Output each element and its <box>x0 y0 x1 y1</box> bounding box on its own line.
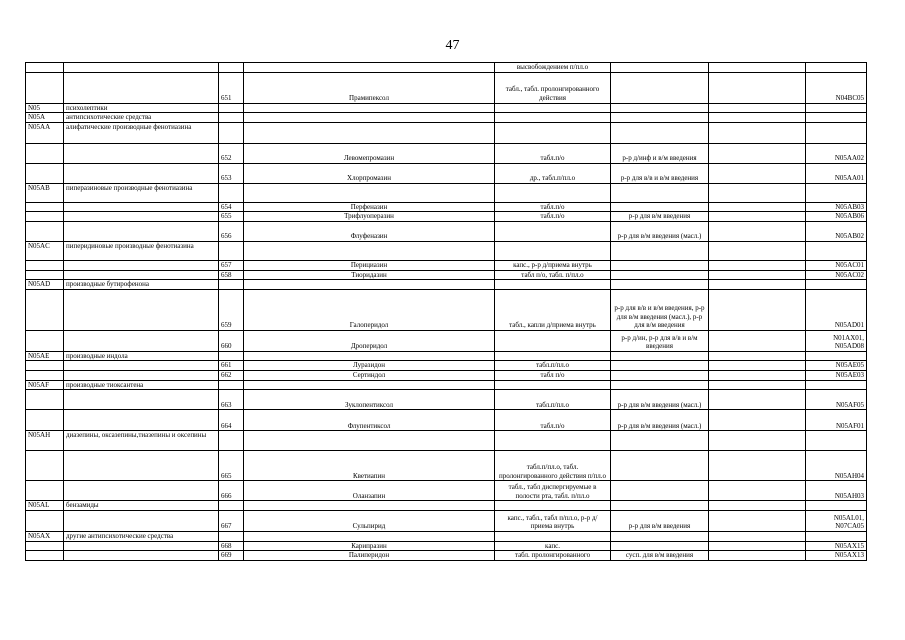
atc-code: N05AX15 <box>806 541 867 551</box>
group-label <box>64 410 219 431</box>
drug-row <box>26 212 867 222</box>
atc-group-code <box>26 212 64 222</box>
drug-name: Перфеназин <box>244 202 495 212</box>
empty-cell <box>709 351 806 361</box>
atc-code: N05AC01 <box>806 260 867 270</box>
drug-name <box>244 380 495 390</box>
atc-code: N05AB06 <box>806 212 867 222</box>
dosage-form-parenteral: р-р для в/м введения <box>611 212 709 222</box>
drug-name: Оланзапин <box>244 481 495 501</box>
dosage-form-oral: табл.п/о <box>495 143 611 163</box>
group-row <box>26 501 867 511</box>
atc-group-code <box>26 551 64 561</box>
empty-cell <box>709 289 806 330</box>
dosage-form-oral <box>495 280 611 290</box>
drug-row <box>26 551 867 561</box>
group-label <box>64 390 219 410</box>
drug-number: 653 <box>219 163 244 183</box>
group-row <box>26 380 867 390</box>
group-label: бензамиды <box>64 501 219 511</box>
dosage-form-oral <box>495 103 611 113</box>
atc-group-code <box>26 163 64 183</box>
empty-cell <box>709 380 806 390</box>
drug-row <box>26 202 867 212</box>
atc-group-code: N05AH <box>26 431 64 451</box>
dosage-form-parenteral <box>611 72 709 103</box>
dosage-form-parenteral <box>611 63 709 73</box>
dosage-form-parenteral <box>611 202 709 212</box>
dosage-form-parenteral: р-р для в/м введения <box>611 510 709 531</box>
group-label <box>64 361 219 371</box>
drug-number: 664 <box>219 410 244 431</box>
atc-group-code: N05AL <box>26 501 64 511</box>
group-label: антипсихотические средства <box>64 113 219 123</box>
dosage-form-parenteral <box>611 241 709 260</box>
drug-number: 660 <box>219 330 244 351</box>
drug-number: 668 <box>219 541 244 551</box>
drug-name: Сульпирид <box>244 510 495 531</box>
dosage-form-oral <box>495 183 611 202</box>
dosage-form-oral <box>495 113 611 123</box>
dosage-form-parenteral <box>611 183 709 202</box>
dosage-form-parenteral <box>611 370 709 380</box>
drug-row <box>26 390 867 410</box>
drug-row <box>26 510 867 531</box>
drug-row <box>26 63 867 73</box>
drug-name: Карипразин <box>244 541 495 551</box>
dosage-form-parenteral <box>611 361 709 371</box>
dosage-form-oral <box>495 531 611 541</box>
dosage-form-parenteral <box>611 113 709 123</box>
empty-cell <box>709 103 806 113</box>
drug-name <box>244 122 495 143</box>
drug-number: 652 <box>219 143 244 163</box>
empty-cell <box>709 270 806 280</box>
drug-name <box>244 241 495 260</box>
empty-cell <box>709 72 806 103</box>
drug-number <box>219 241 244 260</box>
atc-code: N05AE05 <box>806 361 867 371</box>
group-label <box>64 72 219 103</box>
empty-cell <box>709 241 806 260</box>
atc-code: N05AD01 <box>806 289 867 330</box>
dosage-form-parenteral: р-р для в/м введения (масл.) <box>611 390 709 410</box>
atc-group-code <box>26 451 64 481</box>
drug-row <box>26 143 867 163</box>
atc-code: N05AC02 <box>806 270 867 280</box>
dosage-form-oral: табл.п/о <box>495 212 611 222</box>
atc-group-code <box>26 221 64 241</box>
empty-cell <box>709 510 806 531</box>
atc-group-code <box>26 289 64 330</box>
drug-number: 661 <box>219 361 244 371</box>
empty-cell <box>709 113 806 123</box>
drug-name: Перициазин <box>244 260 495 270</box>
dosage-form-oral <box>495 351 611 361</box>
dosage-form-oral: высвобождением п/пл.о <box>495 63 611 73</box>
drug-row <box>26 221 867 241</box>
atc-code <box>806 183 867 202</box>
drug-row <box>26 260 867 270</box>
group-label: другие антипсихотические средства <box>64 531 219 541</box>
drug-name <box>244 63 495 73</box>
group-label <box>64 212 219 222</box>
empty-cell <box>709 63 806 73</box>
drug-row <box>26 330 867 351</box>
group-label <box>64 63 219 73</box>
empty-cell <box>709 212 806 222</box>
dosage-form-parenteral <box>611 122 709 143</box>
dosage-form-parenteral <box>611 481 709 501</box>
group-row <box>26 280 867 290</box>
empty-cell <box>709 370 806 380</box>
drug-number <box>219 380 244 390</box>
atc-group-code <box>26 63 64 73</box>
drug-row <box>26 163 867 183</box>
empty-cell <box>709 221 806 241</box>
atc-code: N01AX01, N05AD08 <box>806 330 867 351</box>
atc-code <box>806 380 867 390</box>
empty-cell <box>709 451 806 481</box>
dosage-form-parenteral <box>611 351 709 361</box>
page-number: 47 <box>445 38 460 53</box>
dosage-form-parenteral: р-р для в/м введения (масл.) <box>611 410 709 431</box>
empty-cell <box>709 143 806 163</box>
atc-group-code: N05AC <box>26 241 64 260</box>
drug-name: Левомепромазин <box>244 143 495 163</box>
dosage-form-parenteral <box>611 501 709 511</box>
drug-row <box>26 481 867 501</box>
atc-group-code <box>26 202 64 212</box>
empty-cell <box>709 431 806 451</box>
group-label <box>64 221 219 241</box>
drug-number <box>219 113 244 123</box>
drug-row <box>26 370 867 380</box>
drug-number: 669 <box>219 551 244 561</box>
group-row <box>26 531 867 541</box>
dosage-form-oral <box>495 122 611 143</box>
atc-code: N05AA01 <box>806 163 867 183</box>
atc-code <box>806 501 867 511</box>
group-row <box>26 122 867 143</box>
atc-code <box>806 241 867 260</box>
dosage-form-oral <box>495 330 611 351</box>
drug-number <box>219 280 244 290</box>
atc-code: N05AF05 <box>806 390 867 410</box>
drug-name: Галоперидол <box>244 289 495 330</box>
empty-cell <box>709 390 806 410</box>
atc-code: N05AH03 <box>806 481 867 501</box>
drug-number <box>219 63 244 73</box>
empty-cell <box>709 183 806 202</box>
drug-name: Флупентиксол <box>244 410 495 431</box>
dosage-form-oral: др., табл.п/пл.о <box>495 163 611 183</box>
atc-group-code: N05AA <box>26 122 64 143</box>
group-label <box>64 202 219 212</box>
dosage-form-oral: капс., р-р д/приема внутрь <box>495 260 611 270</box>
group-label <box>64 551 219 561</box>
drug-number <box>219 122 244 143</box>
dosage-form-parenteral: р-р для в/в и в/м введения <box>611 163 709 183</box>
dosage-form-parenteral: р-р для в/в и в/м введения, р-р для в/м введения (масл.), р-р для в/м введения <box>611 289 709 330</box>
empty-cell <box>709 531 806 541</box>
atc-group-code <box>26 260 64 270</box>
drug-name: Дроперидол <box>244 330 495 351</box>
atc-code: N05AB03 <box>806 202 867 212</box>
empty-cell <box>709 481 806 501</box>
dosage-form-oral: табл.п/о <box>495 410 611 431</box>
dosage-form-parenteral: р-р д/ин, р-р для в/в и в/м введения <box>611 330 709 351</box>
dosage-form-oral: капс., табл., табл п/пл.о, р-р д/приема внутрь <box>495 510 611 531</box>
group-label <box>64 143 219 163</box>
drug-row <box>26 72 867 103</box>
dosage-form-oral: табл., табл. пролонгированного действия <box>495 72 611 103</box>
group-label <box>64 510 219 531</box>
atc-group-code <box>26 361 64 371</box>
group-label: психолептики <box>64 103 219 113</box>
group-row <box>26 113 867 123</box>
drug-row <box>26 289 867 330</box>
group-label <box>64 481 219 501</box>
group-row <box>26 183 867 202</box>
dosage-form-parenteral <box>611 270 709 280</box>
dosage-form-oral: табл., табл диспергируемые в полости рта, табл. п/пл.о <box>495 481 611 501</box>
drug-name: Кветиапин <box>244 451 495 481</box>
empty-cell <box>709 260 806 270</box>
group-label: пиперазиновые производные фенотиазина <box>64 183 219 202</box>
drug-number: 666 <box>219 481 244 501</box>
atc-code <box>806 531 867 541</box>
drug-number: 667 <box>219 510 244 531</box>
empty-cell <box>709 410 806 431</box>
empty-cell <box>709 551 806 561</box>
drug-row <box>26 361 867 371</box>
drug-row <box>26 270 867 280</box>
drug-row <box>26 541 867 551</box>
empty-cell <box>709 122 806 143</box>
atc-group-code <box>26 270 64 280</box>
drug-name <box>244 280 495 290</box>
atc-group-code: N05AB <box>26 183 64 202</box>
group-label <box>64 163 219 183</box>
group-row <box>26 241 867 260</box>
dosage-form-parenteral <box>611 531 709 541</box>
atc-group-code: N05AX <box>26 531 64 541</box>
table-body <box>26 63 867 561</box>
atc-code: N05AL01, N07CA05 <box>806 510 867 531</box>
group-label: алифатические производные фенотиазина <box>64 122 219 143</box>
group-row <box>26 351 867 361</box>
atc-code <box>806 113 867 123</box>
dosage-form-oral: табл.п/пл.о <box>495 390 611 410</box>
drug-number <box>219 501 244 511</box>
dosage-form-oral: табл п/о <box>495 370 611 380</box>
drug-number: 662 <box>219 370 244 380</box>
dosage-form-oral: капс. <box>495 541 611 551</box>
empty-cell <box>709 330 806 351</box>
group-label: производные индола <box>64 351 219 361</box>
group-label <box>64 370 219 380</box>
drug-number: 655 <box>219 212 244 222</box>
group-label <box>64 289 219 330</box>
drug-name: Палиперидон <box>244 551 495 561</box>
dosage-form-parenteral: р-р для в/м введения (масл.) <box>611 221 709 241</box>
empty-cell <box>709 501 806 511</box>
atc-group-code: N05AD <box>26 280 64 290</box>
group-label: пиперидиновые производные фенотиазина <box>64 241 219 260</box>
drug-name <box>244 531 495 541</box>
group-row <box>26 103 867 113</box>
drug-number <box>219 531 244 541</box>
dosage-form-oral: табл., капли д/приема внутрь <box>495 289 611 330</box>
drug-number: 663 <box>219 390 244 410</box>
group-row <box>26 431 867 451</box>
group-label <box>64 451 219 481</box>
drug-number <box>219 431 244 451</box>
atc-code: N05AA02 <box>806 143 867 163</box>
dosage-form-oral: табл.п/пл.о, табл. пролонгированного действия п/пл.о <box>495 451 611 481</box>
drug-name <box>244 103 495 113</box>
atc-code: N05AB02 <box>806 221 867 241</box>
drug-name: Трифлуоперазин <box>244 212 495 222</box>
drug-number: 654 <box>219 202 244 212</box>
group-label <box>64 541 219 551</box>
dosage-form-oral: табл.п/о <box>495 202 611 212</box>
dosage-form-parenteral <box>611 260 709 270</box>
dosage-form-parenteral <box>611 280 709 290</box>
atc-code <box>806 63 867 73</box>
drug-number: 659 <box>219 289 244 330</box>
empty-cell <box>709 280 806 290</box>
group-label <box>64 260 219 270</box>
atc-group-code: N05 <box>26 103 64 113</box>
drug-number <box>219 351 244 361</box>
dosage-form-parenteral: р-р д/инф и в/м введения <box>611 143 709 163</box>
drug-name <box>244 113 495 123</box>
drug-number: 658 <box>219 270 244 280</box>
drug-number: 651 <box>219 72 244 103</box>
atc-code <box>806 351 867 361</box>
drug-number <box>219 183 244 202</box>
drug-name <box>244 351 495 361</box>
drug-row <box>26 451 867 481</box>
drug-name: Сертиндол <box>244 370 495 380</box>
empty-cell <box>709 541 806 551</box>
dosage-form-oral <box>495 380 611 390</box>
atc-group-code <box>26 541 64 551</box>
empty-cell <box>709 163 806 183</box>
drug-table <box>25 62 867 561</box>
atc-code <box>806 122 867 143</box>
atc-group-code <box>26 390 64 410</box>
dosage-form-parenteral <box>611 541 709 551</box>
atc-group-code <box>26 481 64 501</box>
group-label <box>64 330 219 351</box>
atc-group-code: N05AE <box>26 351 64 361</box>
atc-group-code <box>26 330 64 351</box>
group-label: диазепины, оксазепины,тиазепины и оксепины <box>64 431 219 451</box>
atc-code <box>806 280 867 290</box>
dosage-form-parenteral <box>611 431 709 451</box>
atc-code: N05AE03 <box>806 370 867 380</box>
atc-group-code <box>26 72 64 103</box>
drug-name: Флуфеназин <box>244 221 495 241</box>
atc-code: N05AX13 <box>806 551 867 561</box>
drug-name: Прамипексол <box>244 72 495 103</box>
dosage-form-oral: табл.п/пл.о <box>495 361 611 371</box>
group-label: производные бутирофенона <box>64 280 219 290</box>
drug-number: 665 <box>219 451 244 481</box>
dosage-form-parenteral: сусп. для в/м введения <box>611 551 709 561</box>
atc-code <box>806 103 867 113</box>
empty-cell <box>709 202 806 212</box>
atc-code: N05AH04 <box>806 451 867 481</box>
atc-code: N04BC05 <box>806 72 867 103</box>
atc-group-code <box>26 370 64 380</box>
drug-name: Луразидон <box>244 361 495 371</box>
drug-number: 656 <box>219 221 244 241</box>
dosage-form-parenteral <box>611 451 709 481</box>
atc-code <box>806 431 867 451</box>
dosage-form-oral: табл п/о, табл. п/пл.о <box>495 270 611 280</box>
atc-group-code <box>26 410 64 431</box>
dosage-form-oral <box>495 241 611 260</box>
group-label: производные тиоксантена <box>64 380 219 390</box>
drug-name: Хлорпромазин <box>244 163 495 183</box>
drug-row <box>26 410 867 431</box>
atc-group-code <box>26 143 64 163</box>
drug-name <box>244 501 495 511</box>
drug-name <box>244 431 495 451</box>
dosage-form-oral <box>495 431 611 451</box>
atc-group-code: N05AF <box>26 380 64 390</box>
dosage-form-oral: табл. пролонгированного <box>495 551 611 561</box>
drug-number <box>219 103 244 113</box>
dosage-form-oral <box>495 221 611 241</box>
empty-cell <box>709 361 806 371</box>
dosage-form-parenteral <box>611 103 709 113</box>
group-label <box>64 270 219 280</box>
dosage-form-oral <box>495 501 611 511</box>
atc-group-code: N05A <box>26 113 64 123</box>
drug-name: Зуклопентиксол <box>244 390 495 410</box>
atc-group-code <box>26 510 64 531</box>
dosage-form-parenteral <box>611 380 709 390</box>
drug-number: 657 <box>219 260 244 270</box>
drug-name <box>244 183 495 202</box>
atc-code: N05AF01 <box>806 410 867 431</box>
drug-name: Тиоридазин <box>244 270 495 280</box>
